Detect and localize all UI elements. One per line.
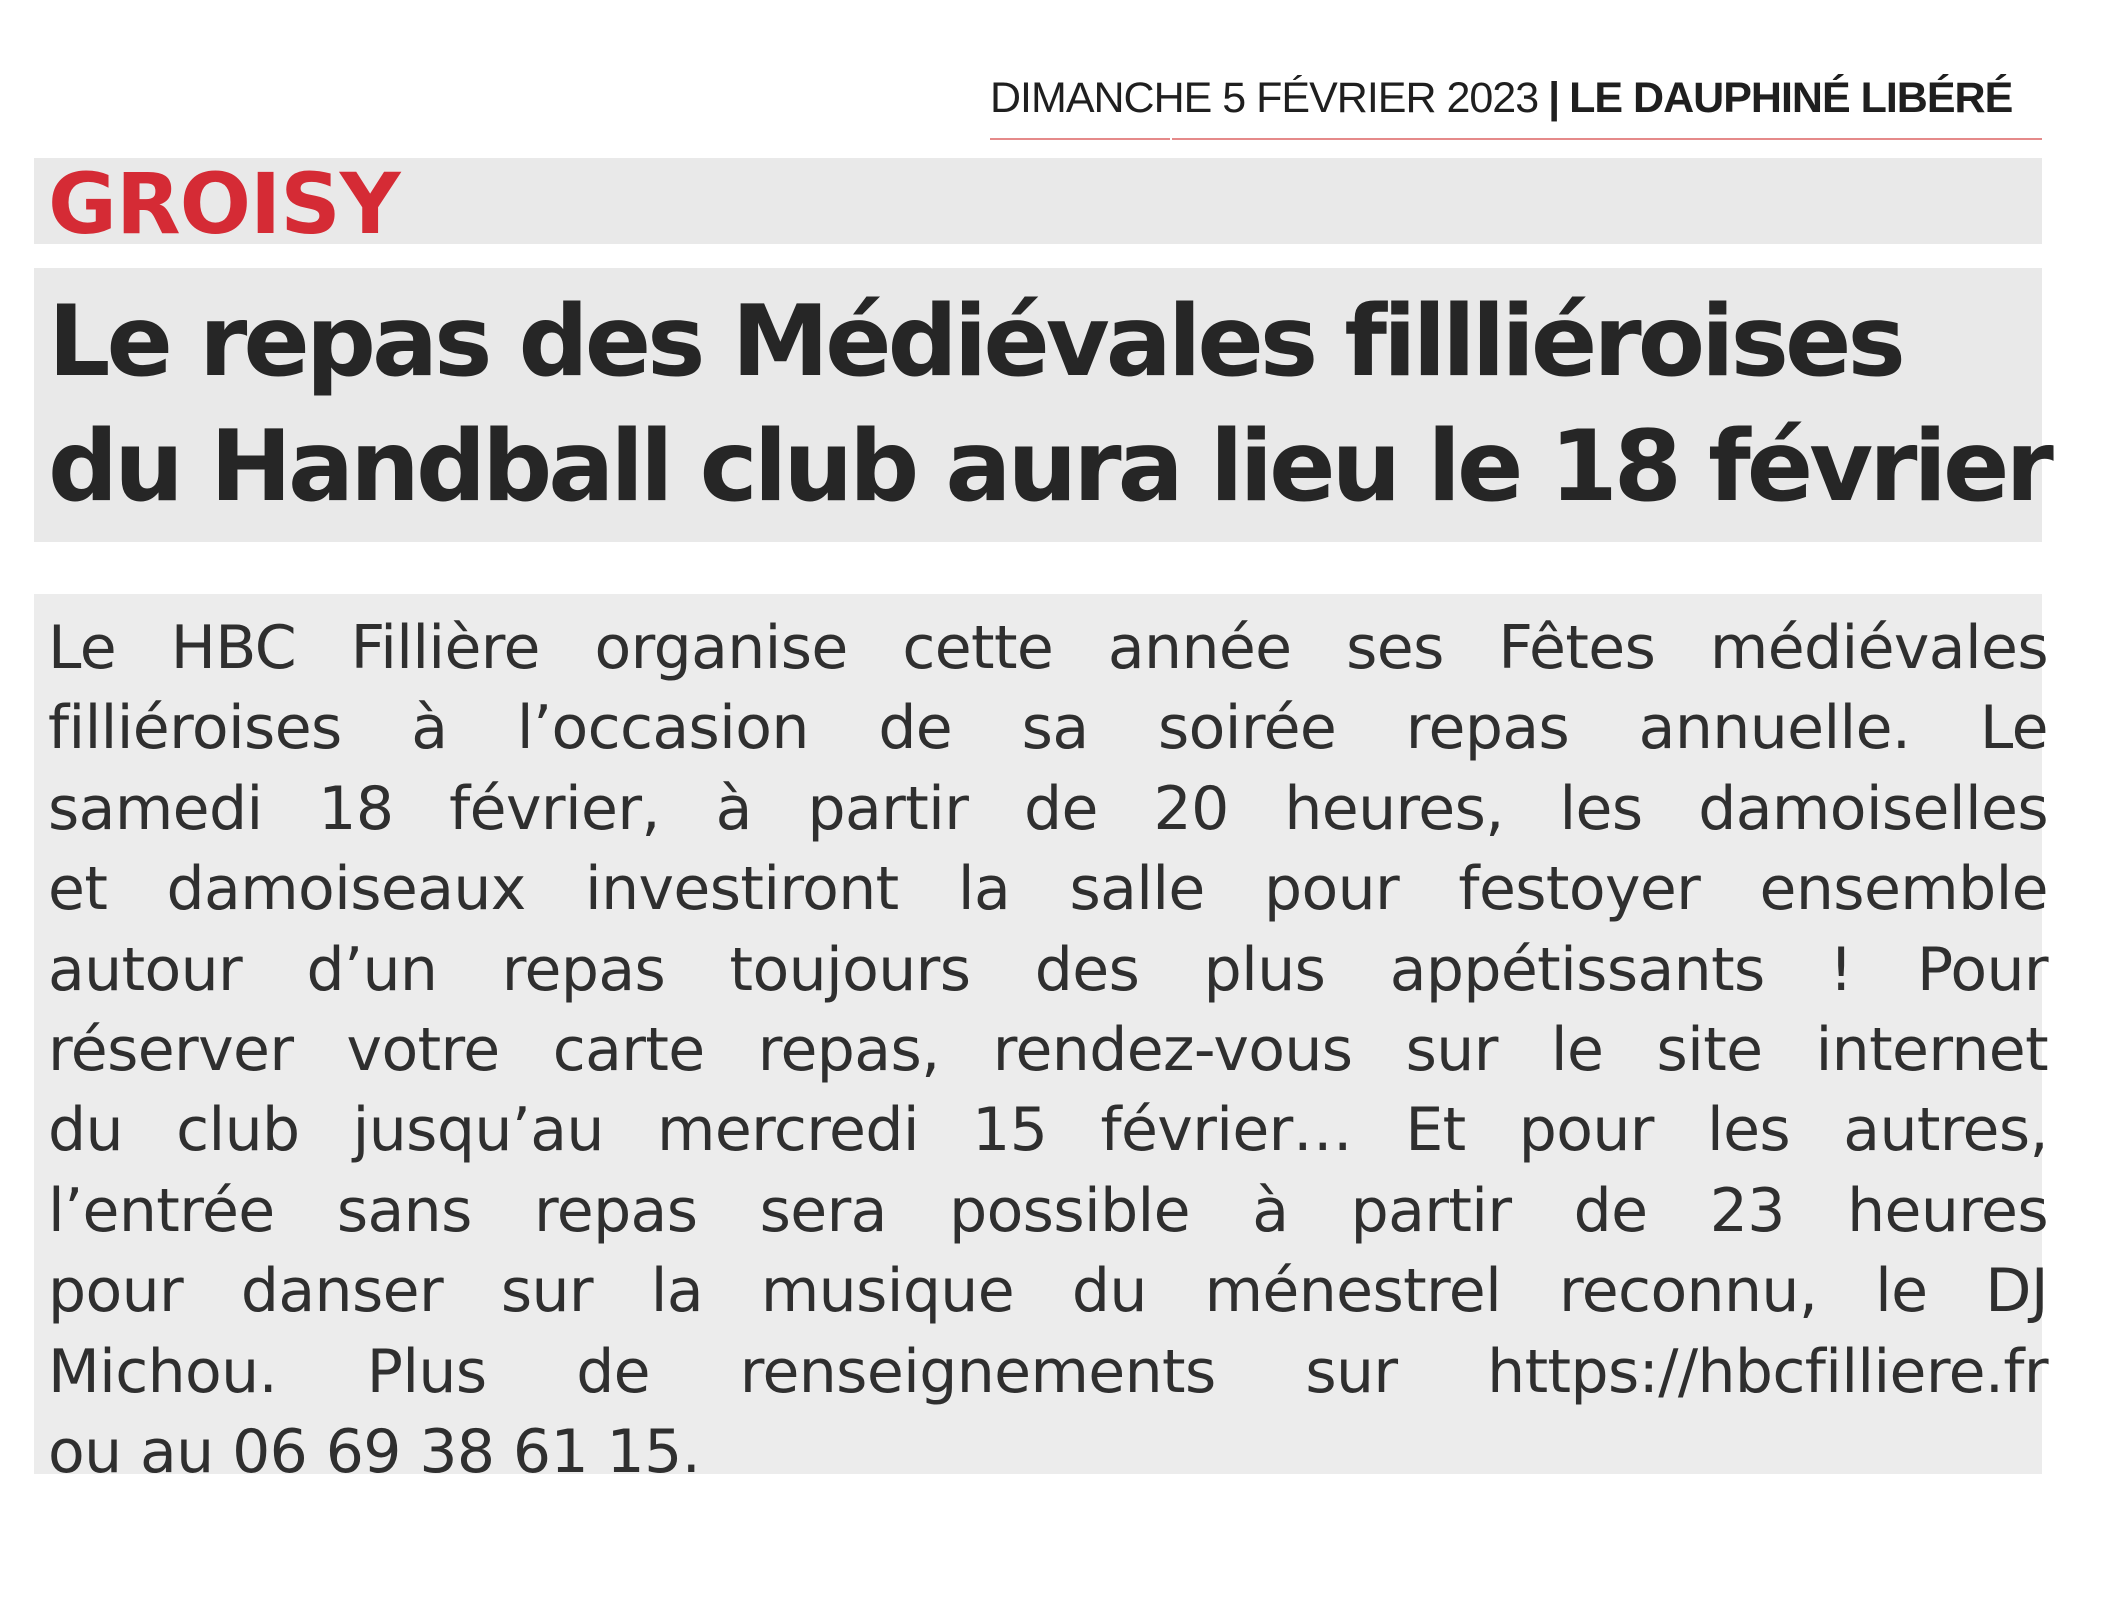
headline-line-1: Le repas des Médiévales fillliéroises (48, 285, 1902, 399)
body-line-7: du club jusqu’au mercredi 15 février… Et pour les autres, (48, 1095, 2048, 1166)
kicker-band (34, 155, 2042, 253)
masthead-separator: | (1548, 74, 1560, 122)
newspaper-name: LE DAUPHINÉ LIBÉRÉ (1569, 74, 2013, 122)
article-body (48, 608, 2048, 1492)
headline-band (34, 268, 2050, 542)
article-body-band (34, 594, 2048, 1488)
body-line-9: pour danser sur la musique du ménestrel reconnu, le DJ (48, 1256, 2048, 1327)
masthead-line (990, 70, 2042, 126)
headline-line-2: du Handball club aura lieu le 18 février (48, 410, 2050, 524)
body-line-10: Michou. Plus de renseignements sur https://hbcfilliere.fr (48, 1336, 2048, 1407)
article-headline (48, 280, 2050, 530)
body-line-1: Le HBC Fillière organise cette année ses Fêtes médiévales (48, 613, 2048, 683)
body-line-8: l’entrée sans repas sera possible à partir de 23 heures (48, 1175, 2048, 1246)
masthead-rule-right (1172, 138, 2042, 140)
body-line-3: samedi 18 février, à partir de 20 heures, les damoiselles (48, 773, 2048, 844)
masthead (990, 62, 2042, 140)
body-line-5: autour d’un repas toujours des plus appétissants ! Pour (48, 934, 2048, 1005)
body-line-4: et damoiseaux investiront la salle pour festoyer ensemble (48, 854, 2048, 925)
article-kicker: GROISY (48, 155, 400, 253)
publication-date: DIMANCHE 5 FÉVRIER 2023 (990, 74, 1539, 122)
body-line-11: ou au 06 69 38 61 15. (48, 1417, 701, 1488)
masthead-rule-left (990, 138, 1170, 140)
body-line-2: filliéroises à l’occasion de sa soirée repas annuelle. Le (48, 693, 2048, 764)
body-line-6: réserver votre carte repas, rendez-vous sur le site internet (48, 1015, 2048, 1086)
